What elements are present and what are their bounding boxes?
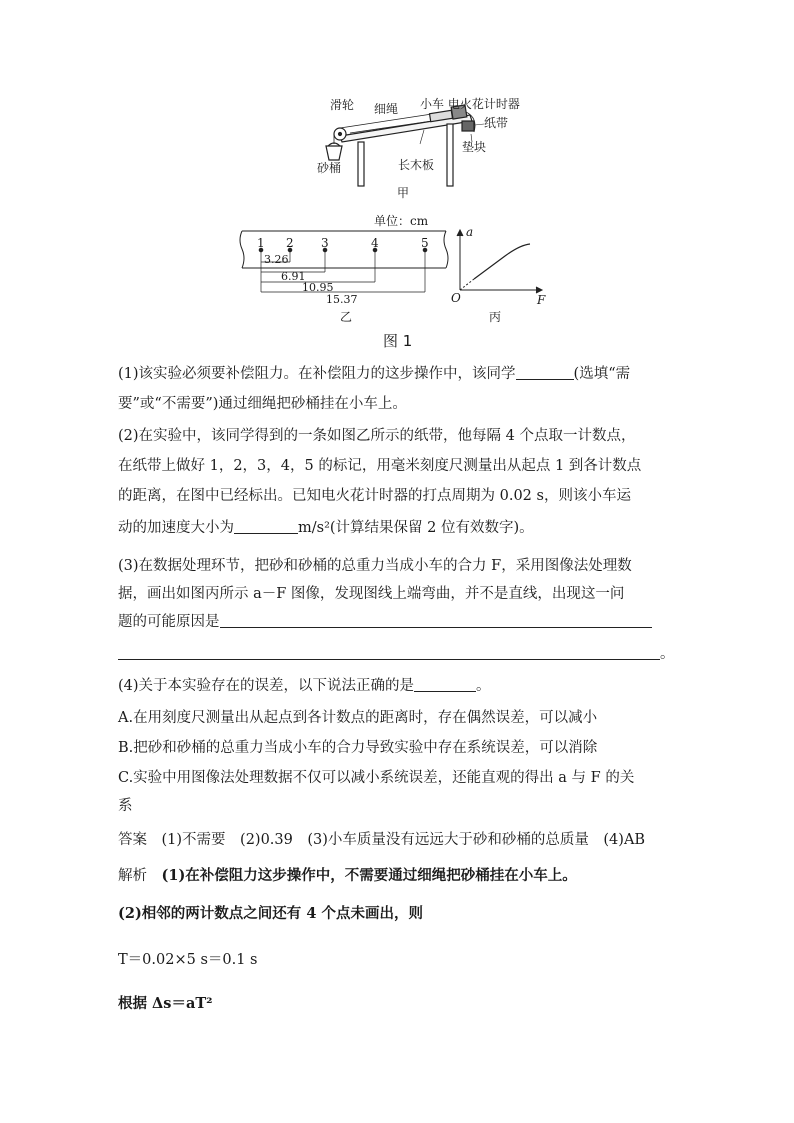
q2-text-b: m/s²(计算结果保留 2 位有效数字)。 [298,520,534,536]
question-3-line-1: (3)在数据处理环节，把砂和砂桶的总重力当成小车的合力 F，采用图像法处理数 [118,558,632,574]
question-3-line-3 [118,608,678,636]
label-board: 长木板 [398,158,435,172]
answer-blank-4 [414,675,476,692]
tape-point-3: 3 [321,236,329,250]
graph-y-label: a [466,225,474,239]
a-F-graph [457,230,542,293]
question-1-line-1 [118,360,678,388]
tape-point-5: 5 [421,236,429,250]
option-b: B.把砂和砂桶的总重力当成小车的合力导致实验中存在系统误差，可以消除 [118,740,598,756]
question-4 [118,672,678,700]
q1-text-a: (1)该实验必须要补偿阻力。在补偿阻力的这步操作中，该同学 [118,366,516,382]
answer-text: (1)不需要 (2)0.39 (3)小车质量没有远远大于砂和砂桶的总质量 (4)AB [161,832,646,848]
option-c-line-1: C.实验中用图像法处理数据不仅可以减小系统误差，还能直观的得出 a 与 F 的关 [118,770,635,786]
distance-1-2: 3.26 [264,253,289,266]
caption-bing: 丙 [489,310,502,324]
label-cart-timer: 小车 电火花计时器 [420,97,520,111]
label-unit: 单位：cm [374,214,429,228]
figure-caption: 图 1 [383,332,413,350]
q4-text: (4)关于本实验存在的误差，以下说法正确的是 [118,678,415,694]
question-2-line-4 [118,514,678,542]
label-block: 垫块 [462,140,487,154]
apparatus-diagram [326,105,487,186]
question-2-line-1: (2)在实验中，该同学得到的一条如图乙所示的纸带，他每隔 4 个点取一计数点， [118,428,636,444]
q3-end: 。 [660,646,675,662]
analysis-line-2: (2)相邻的两计数点之间还有 4 个点未画出，则 [118,905,423,922]
q4-end: 。 [476,678,491,694]
graph-x-label: F [537,293,546,307]
analysis-line-1 [118,862,678,890]
analysis-line-4: 根据 Δs＝aT² [118,995,213,1012]
option-c-line-2: 系 [118,798,133,814]
answer-blank-2 [234,517,298,534]
label-tape: 纸带 [484,116,509,130]
tape-point-2: 2 [286,236,294,250]
analysis-line-3: T＝0.02×5 s＝0.1 s [118,952,258,968]
distance-1-5: 15.37 [326,293,358,306]
q1-text-b: (选填“需 [573,366,631,382]
caption-yi: 乙 [340,310,353,324]
answer-blank-3a [220,611,652,628]
distance-1-4: 10.95 [302,281,334,294]
option-a: A.在用刻度尺测量出从起点到各计数点的距离时，存在偶然误差，可以减小 [118,710,598,726]
question-1-line-2: 要”或“不需要”)通过细绳把砂桶挂在小车上。 [118,396,407,412]
caption-jia: 甲 [397,186,410,200]
question-3-line-2: 据，画出如图丙所示 a－F 图像，发现图线上端弯曲，并不是直线，出现这一问 [118,586,625,602]
answer-blank-3b [118,643,660,660]
label-bucket: 砂桶 [317,161,342,175]
analysis-text-1: (1)在补偿阻力这步操作中，不需要通过细绳把砂桶挂在小车上。 [161,867,577,884]
q2-text-a: 动的加速度大小为 [118,520,234,536]
analysis-label: 解析 [118,868,147,884]
graph-origin: O [451,291,461,305]
q3-text: 题的可能原因是 [118,614,220,630]
experiment-figure [0,0,794,360]
distance-1-3: 6.91 [281,270,306,283]
tape-point-4: 4 [371,236,379,250]
answer-label: 答案 [118,832,147,848]
figure-drawing [0,0,794,360]
tape-point-1: 1 [257,236,265,250]
answer-blank-1 [516,363,574,380]
question-2-line-3: 的距离，在图中已经标出。已知电火花计时器的打点周期为 0.02 s，则该小车运 [118,488,631,504]
answer-line [118,826,678,854]
label-string: 细绳 [374,102,399,116]
question-3-line-4 [118,640,678,668]
question-2-line-2: 在纸带上做好 1，2，3，4，5 的标记，用毫米刻度尺测量出从起点 1 到各计数点 [118,458,642,474]
label-pulley: 滑轮 [330,98,355,112]
